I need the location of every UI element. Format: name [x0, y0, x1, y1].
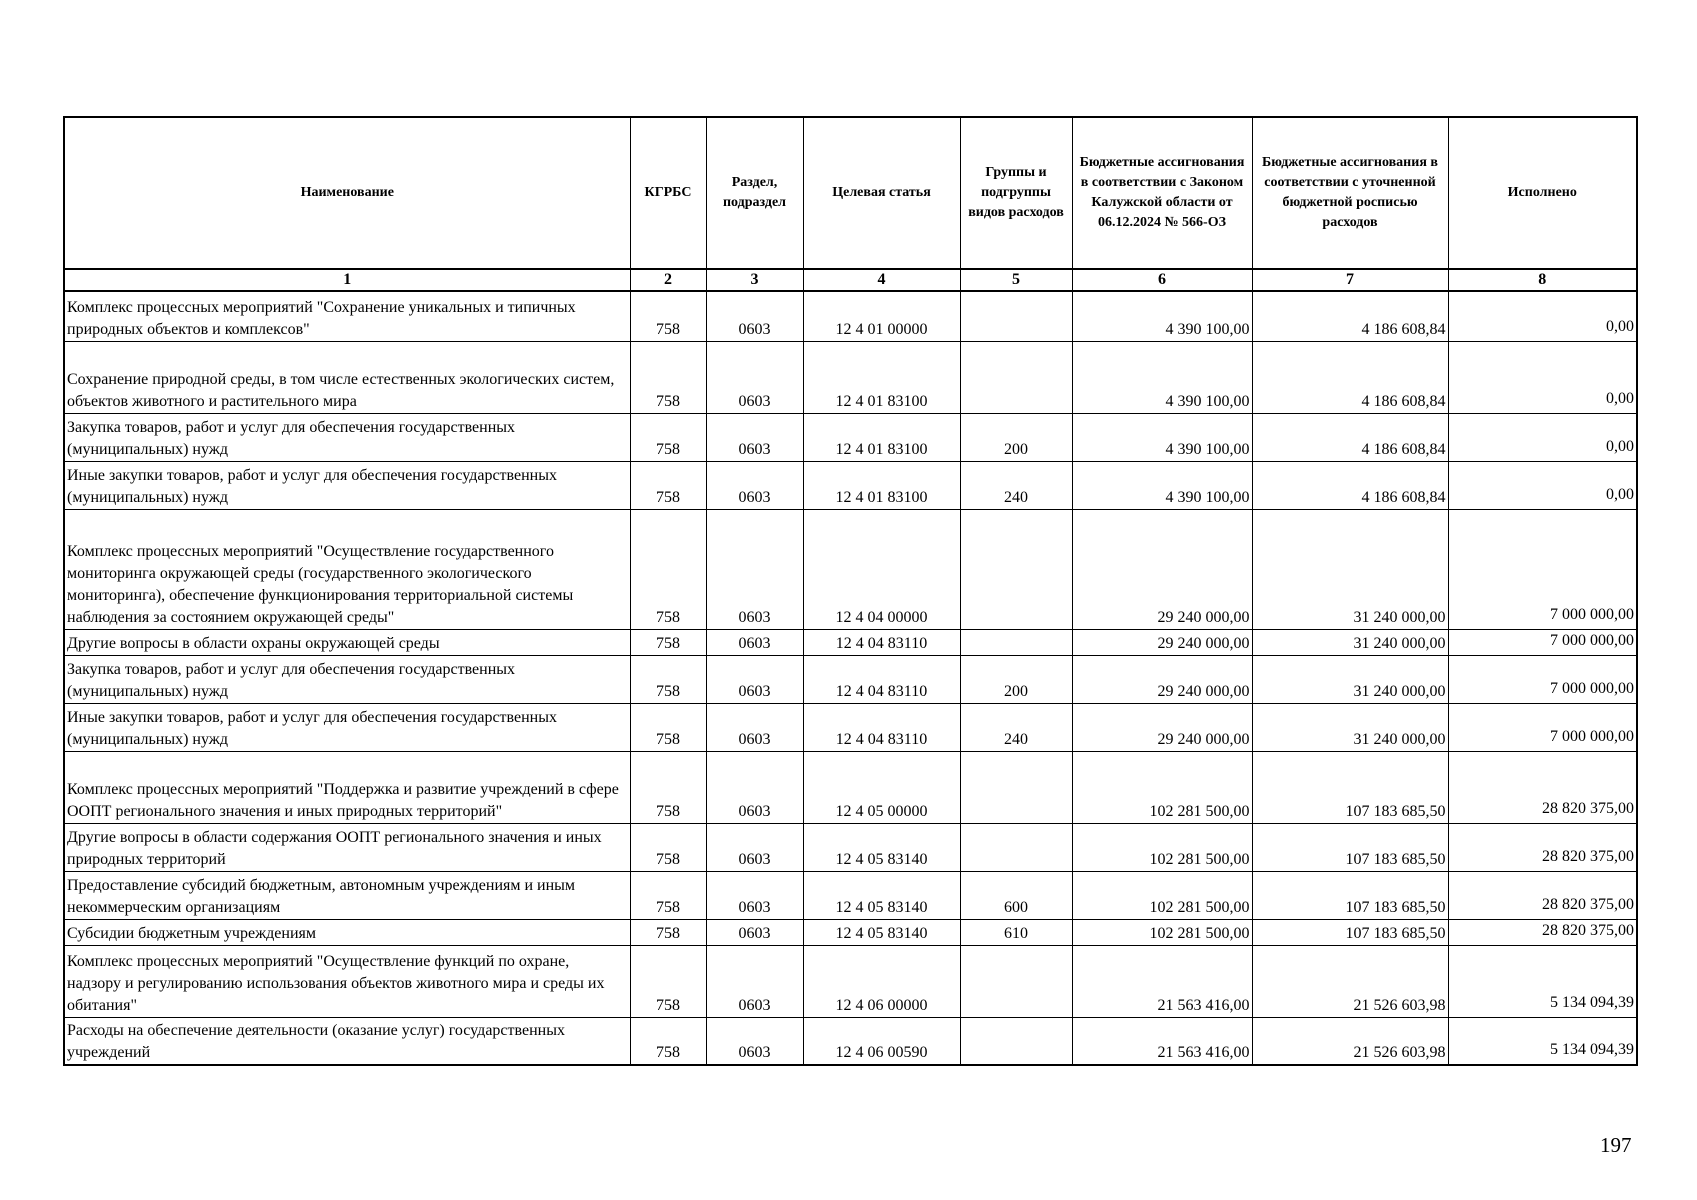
row-section: 0603: [706, 751, 803, 823]
row-budget-law: 29 240 000,00: [1072, 509, 1252, 629]
row-executed: 7 000 000,00: [1448, 655, 1637, 703]
row-executed: 7 000 000,00: [1448, 629, 1637, 655]
table-row: [64, 823, 1637, 871]
row-section: 0603: [706, 291, 803, 341]
row-executed: 5 134 094,39: [1448, 945, 1637, 1017]
row-budget-law: 29 240 000,00: [1072, 703, 1252, 751]
row-section: 0603: [706, 629, 803, 655]
row-kgrbs: 758: [630, 413, 706, 461]
header-budget-revised: Бюджетные ассигнования в соответствии с уточненной бюджетной росписью расходов: [1252, 117, 1448, 269]
row-section: 0603: [706, 509, 803, 629]
row-expense-group: [960, 945, 1072, 1017]
row-expense-group: [960, 509, 1072, 629]
column-number: 6: [1072, 269, 1252, 291]
column-number: 4: [803, 269, 960, 291]
table-row: [64, 1017, 1637, 1065]
table-row: [64, 461, 1637, 509]
table-row: [64, 341, 1637, 413]
row-target-article: 12 4 05 00000: [803, 751, 960, 823]
row-target-article: 12 4 04 83110: [803, 629, 960, 655]
row-executed: 0,00: [1448, 291, 1637, 341]
table-row: [64, 919, 1637, 945]
row-budget-revised: 107 183 685,50: [1252, 919, 1448, 945]
column-number: 3: [706, 269, 803, 291]
row-expense-group: [960, 629, 1072, 655]
row-target-article: 12 4 01 83100: [803, 341, 960, 413]
table-row: [64, 751, 1637, 823]
row-executed: 0,00: [1448, 413, 1637, 461]
row-kgrbs: 758: [630, 751, 706, 823]
row-budget-law: 102 281 500,00: [1072, 751, 1252, 823]
row-section: 0603: [706, 413, 803, 461]
row-kgrbs: 758: [630, 629, 706, 655]
row-section: 0603: [706, 341, 803, 413]
column-number: 2: [630, 269, 706, 291]
table-row: [64, 655, 1637, 703]
row-budget-revised: 31 240 000,00: [1252, 703, 1448, 751]
row-budget-law: 4 390 100,00: [1072, 341, 1252, 413]
row-target-article: 12 4 01 83100: [803, 413, 960, 461]
row-budget-law: 102 281 500,00: [1072, 919, 1252, 945]
table-row: [64, 509, 1637, 629]
row-budget-law: 4 390 100,00: [1072, 461, 1252, 509]
row-executed: 7 000 000,00: [1448, 703, 1637, 751]
header-executed: Исполнено: [1448, 117, 1637, 269]
row-kgrbs: 758: [630, 655, 706, 703]
header-budget-law: Бюджетные ассигнования в соответствии с Законом Калужской области от 06.12.2024 № 566-ОЗ: [1072, 117, 1252, 269]
table-row: [64, 871, 1637, 919]
row-budget-law: 4 390 100,00: [1072, 413, 1252, 461]
row-target-article: 12 4 04 00000: [803, 509, 960, 629]
row-name: Комплекс процессных мероприятий "Осуществление функций по охране, надзору и регулированию использования объектов животного мира и среды их обитания": [64, 945, 630, 1017]
column-number-row: [64, 269, 1637, 291]
budget-table: [63, 116, 1638, 1066]
column-number: 8: [1448, 269, 1637, 291]
row-name: Расходы на обеспечение деятельности (оказание услуг) государственных учреждений: [64, 1017, 630, 1065]
row-budget-revised: 4 186 608,84: [1252, 413, 1448, 461]
row-target-article: 12 4 01 00000: [803, 291, 960, 341]
row-expense-group: 600: [960, 871, 1072, 919]
row-target-article: 12 4 05 83140: [803, 871, 960, 919]
row-executed: 28 820 375,00: [1448, 823, 1637, 871]
row-expense-group: 240: [960, 703, 1072, 751]
row-target-article: 12 4 06 00590: [803, 1017, 960, 1065]
row-budget-revised: 107 183 685,50: [1252, 871, 1448, 919]
row-target-article: 12 4 06 00000: [803, 945, 960, 1017]
row-name: Комплекс процессных мероприятий "Осуществление государственного мониторинга окружающей среды (государственного экологического мониторинга), обеспечение функционирования территориальной системы наблюдения за состоянием окружающей среды": [64, 509, 630, 629]
header-expense-group: Группы и подгруппы видов расходов: [960, 117, 1072, 269]
table-row: [64, 413, 1637, 461]
header-target-article: Целевая статья: [803, 117, 960, 269]
table-row: [64, 291, 1637, 341]
row-kgrbs: 758: [630, 461, 706, 509]
row-name: Иные закупки товаров, работ и услуг для обеспечения государственных (муниципальных) нужд: [64, 703, 630, 751]
row-executed: 7 000 000,00: [1448, 509, 1637, 629]
row-executed: 0,00: [1448, 341, 1637, 413]
header-row: [64, 117, 1637, 269]
table-row: [64, 629, 1637, 655]
row-executed: 28 820 375,00: [1448, 751, 1637, 823]
row-name: Комплекс процессных мероприятий "Поддержка и развитие учреждений в сфере ООПТ регионального значения и иных природных территорий": [64, 751, 630, 823]
row-budget-revised: 21 526 603,98: [1252, 1017, 1448, 1065]
row-name: Закупка товаров, работ и услуг для обеспечения государственных (муниципальных) нужд: [64, 655, 630, 703]
row-executed: 5 134 094,39: [1448, 1017, 1637, 1065]
row-kgrbs: 758: [630, 871, 706, 919]
row-section: 0603: [706, 655, 803, 703]
row-name: Другие вопросы в области содержания ООПТ регионального значения и иных природных территорий: [64, 823, 630, 871]
row-expense-group: [960, 291, 1072, 341]
column-number: 1: [64, 269, 630, 291]
row-name: Субсидии бюджетным учреждениям: [64, 919, 630, 945]
row-section: 0603: [706, 823, 803, 871]
table-row: [64, 703, 1637, 751]
row-name: Сохранение природной среды, в том числе естественных экологических систем, объектов животного и растительного мира: [64, 341, 630, 413]
row-executed: 28 820 375,00: [1448, 919, 1637, 945]
table-row: [64, 945, 1637, 1017]
row-section: 0603: [706, 871, 803, 919]
row-kgrbs: 758: [630, 1017, 706, 1065]
row-budget-law: 4 390 100,00: [1072, 291, 1252, 341]
row-budget-revised: 31 240 000,00: [1252, 655, 1448, 703]
row-kgrbs: 758: [630, 919, 706, 945]
row-executed: 28 820 375,00: [1448, 871, 1637, 919]
row-budget-law: 102 281 500,00: [1072, 871, 1252, 919]
row-budget-law: 102 281 500,00: [1072, 823, 1252, 871]
row-target-article: 12 4 04 83110: [803, 703, 960, 751]
row-target-article: 12 4 04 83110: [803, 655, 960, 703]
row-kgrbs: 758: [630, 291, 706, 341]
row-name: Другие вопросы в области охраны окружающей среды: [64, 629, 630, 655]
row-kgrbs: 758: [630, 945, 706, 1017]
row-name: Иные закупки товаров, работ и услуг для обеспечения государственных (муниципальных) нужд: [64, 461, 630, 509]
row-section: 0603: [706, 945, 803, 1017]
row-budget-revised: 107 183 685,50: [1252, 751, 1448, 823]
row-name: Предоставление субсидий бюджетным, автономным учреждениям и иным некоммерческим организациям: [64, 871, 630, 919]
row-expense-group: [960, 1017, 1072, 1065]
row-budget-law: 29 240 000,00: [1072, 629, 1252, 655]
row-budget-revised: 21 526 603,98: [1252, 945, 1448, 1017]
row-section: 0603: [706, 461, 803, 509]
row-budget-law: 21 563 416,00: [1072, 1017, 1252, 1065]
row-expense-group: [960, 341, 1072, 413]
row-budget-revised: 4 186 608,84: [1252, 291, 1448, 341]
row-expense-group: 610: [960, 919, 1072, 945]
header-name: Наименование: [64, 117, 630, 269]
row-executed: 0,00: [1448, 461, 1637, 509]
row-section: 0603: [706, 703, 803, 751]
row-expense-group: 200: [960, 413, 1072, 461]
row-budget-revised: 31 240 000,00: [1252, 509, 1448, 629]
row-name: Закупка товаров, работ и услуг для обеспечения государственных (муниципальных) нужд: [64, 413, 630, 461]
row-budget-law: 29 240 000,00: [1072, 655, 1252, 703]
row-kgrbs: 758: [630, 823, 706, 871]
row-expense-group: 200: [960, 655, 1072, 703]
row-kgrbs: 758: [630, 509, 706, 629]
row-expense-group: 240: [960, 461, 1072, 509]
row-budget-law: 21 563 416,00: [1072, 945, 1252, 1017]
header-section: Раздел, подраздел: [706, 117, 803, 269]
row-expense-group: [960, 751, 1072, 823]
column-number: 5: [960, 269, 1072, 291]
column-number: 7: [1252, 269, 1448, 291]
row-kgrbs: 758: [630, 341, 706, 413]
row-kgrbs: 758: [630, 703, 706, 751]
row-section: 0603: [706, 919, 803, 945]
row-target-article: 12 4 01 83100: [803, 461, 960, 509]
row-expense-group: [960, 823, 1072, 871]
row-budget-revised: 31 240 000,00: [1252, 629, 1448, 655]
row-budget-revised: 107 183 685,50: [1252, 823, 1448, 871]
row-budget-revised: 4 186 608,84: [1252, 461, 1448, 509]
row-target-article: 12 4 05 83140: [803, 823, 960, 871]
row-name: Комплекс процессных мероприятий "Сохранение уникальных и типичных природных объектов и комплексов": [64, 291, 630, 341]
header-kgrbs: КГРБС: [630, 117, 706, 269]
row-budget-revised: 4 186 608,84: [1252, 341, 1448, 413]
row-section: 0603: [706, 1017, 803, 1065]
row-target-article: 12 4 05 83140: [803, 919, 960, 945]
page-number: 197: [1600, 1133, 1632, 1157]
